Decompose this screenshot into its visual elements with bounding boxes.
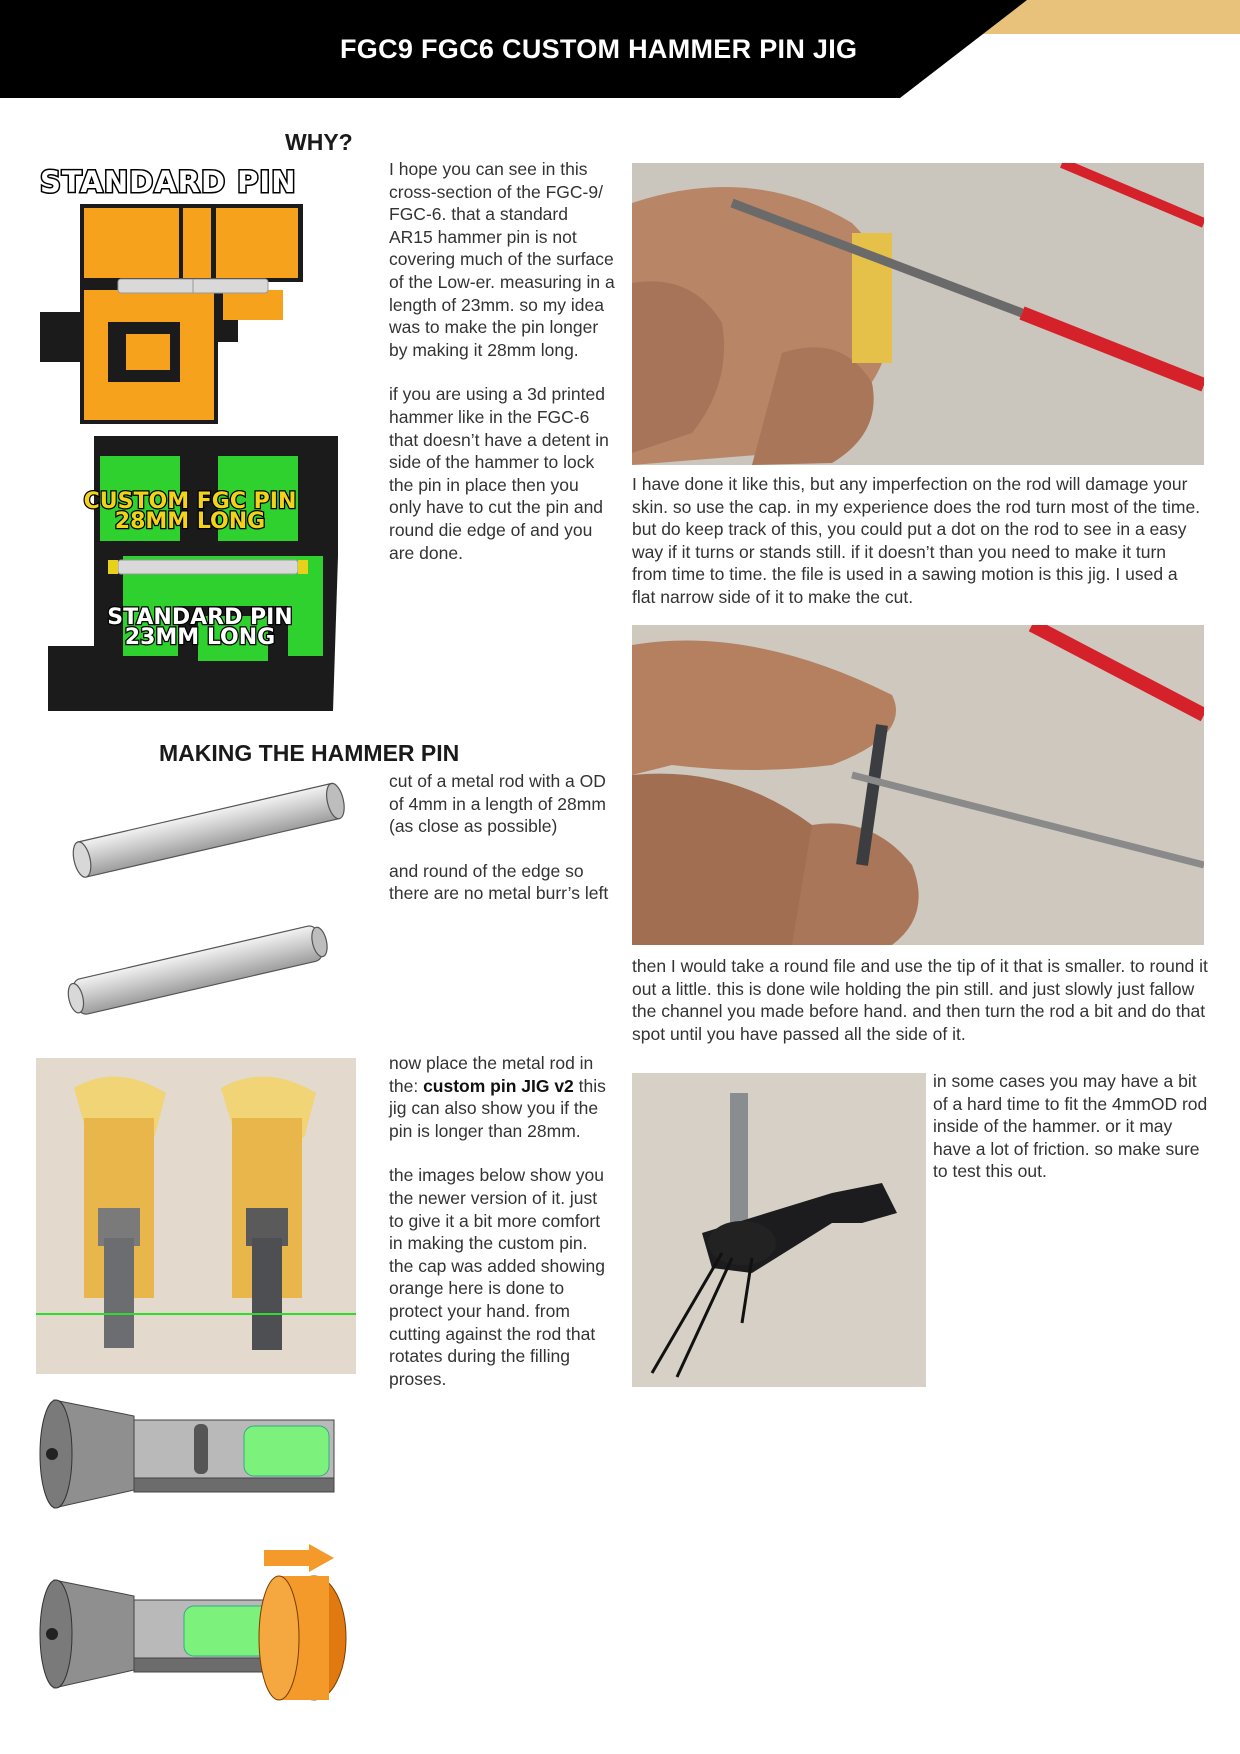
jig-render-with-cap bbox=[34, 1540, 354, 1720]
jig-text bbox=[389, 1052, 615, 1412]
making-text bbox=[389, 770, 615, 927]
why-heading: WHY? bbox=[285, 129, 353, 155]
jig-photo bbox=[36, 1058, 356, 1374]
metal-rod-render-figure bbox=[60, 772, 350, 1022]
filing-with-flat-file-photo bbox=[632, 163, 1204, 465]
jig-version-name: custom pin JIG v2 bbox=[423, 1075, 574, 1096]
page-header bbox=[0, 0, 1240, 98]
caption-2: then I would take a round file and use the tip of it that is smaller. to round it out a little. this is done wile holding the pin still. and just slowly just fallow the channel you made before hand. and then turn the rod a bit and do that spot until you have passed all the side of it. bbox=[632, 956, 1208, 1044]
custom-pin-label-line1: CUSTOM FGC PIN bbox=[83, 489, 297, 514]
standard-pin-length-label-line1: STANDARD PIN bbox=[107, 605, 293, 630]
making-heading: MAKING THE HAMMER PIN bbox=[159, 740, 460, 766]
caption-3: in some cases you may have a bit of a hard time to fit the 4mmOD rod inside of the hammer. or it may have a lot of friction. so make sure to test this out. bbox=[933, 1071, 1208, 1182]
why-text bbox=[389, 158, 615, 586]
standard-pin-label: STANDARD PIN bbox=[40, 165, 297, 199]
jig-text-before: now place the metal rod in the: bbox=[389, 1053, 594, 1096]
custom-pin-cross-section-figure bbox=[48, 436, 338, 711]
hammer-fit-photo bbox=[632, 1073, 926, 1387]
why-paragraph-2: if you are using a 3d printed hammer like in the FGC-6 that doesn’t have a detent in side of the hammer to lock the pin in place then you only have to cut the pin and round die edge of and you are done. bbox=[389, 384, 609, 563]
jig-paragraph-2: the images below show you the newer version of it. just to give it a bit more comfort in making the custom pin. the cap was added showing orange here is done to protect your hand. from cutting against the rod that rotates during the filling proses. bbox=[389, 1165, 605, 1389]
making-paragraph-2: and round of the edge so there are no metal burr’s left bbox=[389, 860, 609, 904]
jig-paragraph-1 bbox=[389, 1052, 615, 1142]
arrow-left-icon bbox=[264, 1544, 334, 1572]
caption-1: I have done it like this, but any imperfection on the rod will damage your skin. so use the cap. in my experience does the rod turn most of the time. but do keep track of this, you could put a dot on the rod to see in a easy way if it turns or stands still. if it doesn’t than you need to make it turn from time to time. the file is used in a sawing motion is this jig. I used a flat narrow side of it to make the cut. bbox=[632, 474, 1201, 607]
custom-pin-label-line2: 28MM LONG bbox=[114, 509, 266, 534]
making-paragraph-1: cut of a metal rod with a OD of 4mm in a length of 28mm (as close as possible) bbox=[389, 771, 606, 837]
jig-text-after: this jig can also show you if the pin is longer than 28mm. bbox=[389, 1075, 606, 1141]
page-title: FGC9 FGC6 CUSTOM HAMMER PIN JIG bbox=[340, 34, 858, 64]
standard-pin-cross-section-figure bbox=[38, 162, 368, 424]
jig-render-without-cap bbox=[34, 1390, 354, 1520]
rounding-with-round-file-photo bbox=[632, 625, 1204, 945]
why-paragraph-1: I hope you can see in this cross-section of the FGC-9/ FGC-6. that a standard AR15 hammer pin is not covering much of the surface of the Low-er. measuring in a length of 23mm. so my idea was to make the pin longer by making it 28mm long. bbox=[389, 159, 615, 360]
standard-pin-length-label-line2: 23MM LONG bbox=[124, 625, 276, 650]
